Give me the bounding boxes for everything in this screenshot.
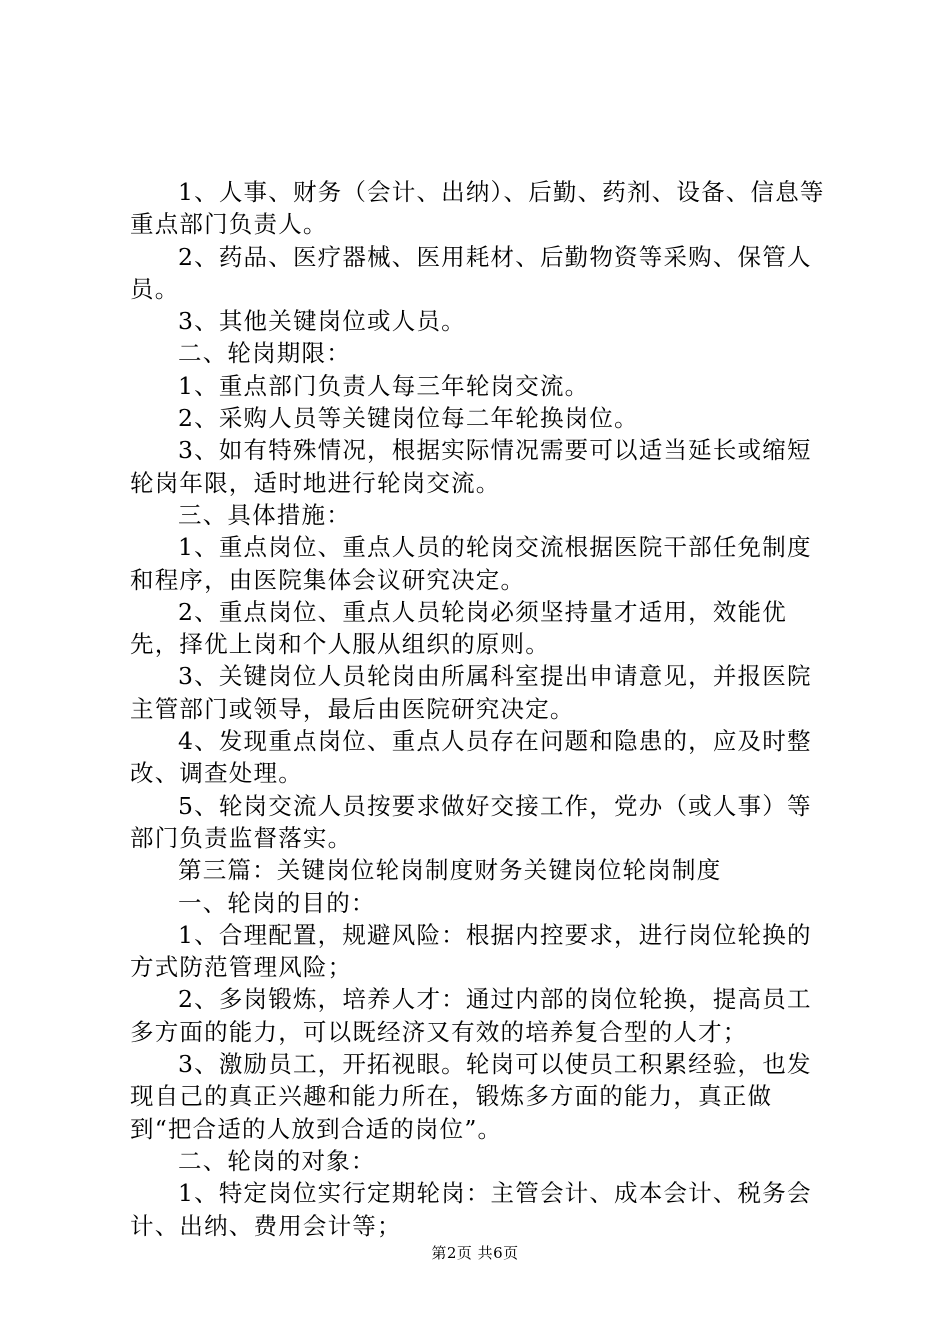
section-heading: 一、轮岗的目的： [178,888,376,917]
paragraph: 1、人事、财务（会计、出纳）、后勤、药剂、设备、信息等重点部门负责人。 [130,178,825,239]
page-number-label: 第2页 共6页 [431,1244,519,1262]
paragraph: 2、多岗锻炼，培养人才：通过内部的岗位轮换，提高员工多方面的能力，可以既经济又有效的培养复合型的人才； [130,985,812,1046]
section-heading: 二、轮岗期限： [178,339,351,368]
paragraph: 2、采购人员等关键岗位每二年轮换岗位。 [178,404,639,433]
paragraph: 3、其他关键岗位或人员。 [178,307,466,336]
document-body [130,176,830,1242]
paragraph: 3、激励员工，开拓视眼。轮岗可以使员工积累经验，也发现自己的真正兴趣和能力所在，锻炼多方面的能力，真正做到“把合适的人放到合适的岗位”。 [130,1050,812,1143]
paragraph: 1、重点部门负责人每三年轮岗交流。 [178,371,590,400]
paragraph: 4、发现重点岗位、重点人员存在问题和隐患的，应及时整改、调查处理。 [130,727,812,788]
paragraph: 1、特定岗位实行定期轮岗：主管会计、成本会计、税务会计、出纳、费用会计等； [130,1179,812,1240]
section-heading: 二、轮岗的对象： [178,1146,376,1175]
section-heading: 三、具体措施： [178,500,351,529]
paragraph: 5、轮岗交流人员按要求做好交接工作，党办（或人事）等部门负责监督落实。 [130,791,812,852]
paragraph: 3、如有特殊情况，根据实际情况需要可以适当延长或缩短轮岗年限，适时地进行轮岗交流。 [130,436,812,497]
paragraph: 2、重点岗位、重点人员轮岗必须坚持量才适用，效能优先，择优上岗和个人服从组织的原则。 [130,597,787,659]
paragraph: 1、重点岗位、重点人员的轮岗交流根据医院干部任免制度和程序，由医院集体会议研究决定。 [130,533,812,594]
paragraph: 1、合理配置，规避风险：根据内控要求，进行岗位轮换的方式防范管理风险； [130,920,812,982]
paragraph: 2、药品、医疗器械、医用耗材、后勤物资等采购、保管人员。 [130,242,812,303]
page-footer [0,1243,950,1263]
chapter-heading: 第三篇：关键岗位轮岗制度财务关键岗位轮岗制度 [178,856,722,885]
paragraph: 3、关键岗位人员轮岗由所属科室提出申请意见，并报医院主管部门或领导，最后由医院研究决定。 [130,662,812,723]
